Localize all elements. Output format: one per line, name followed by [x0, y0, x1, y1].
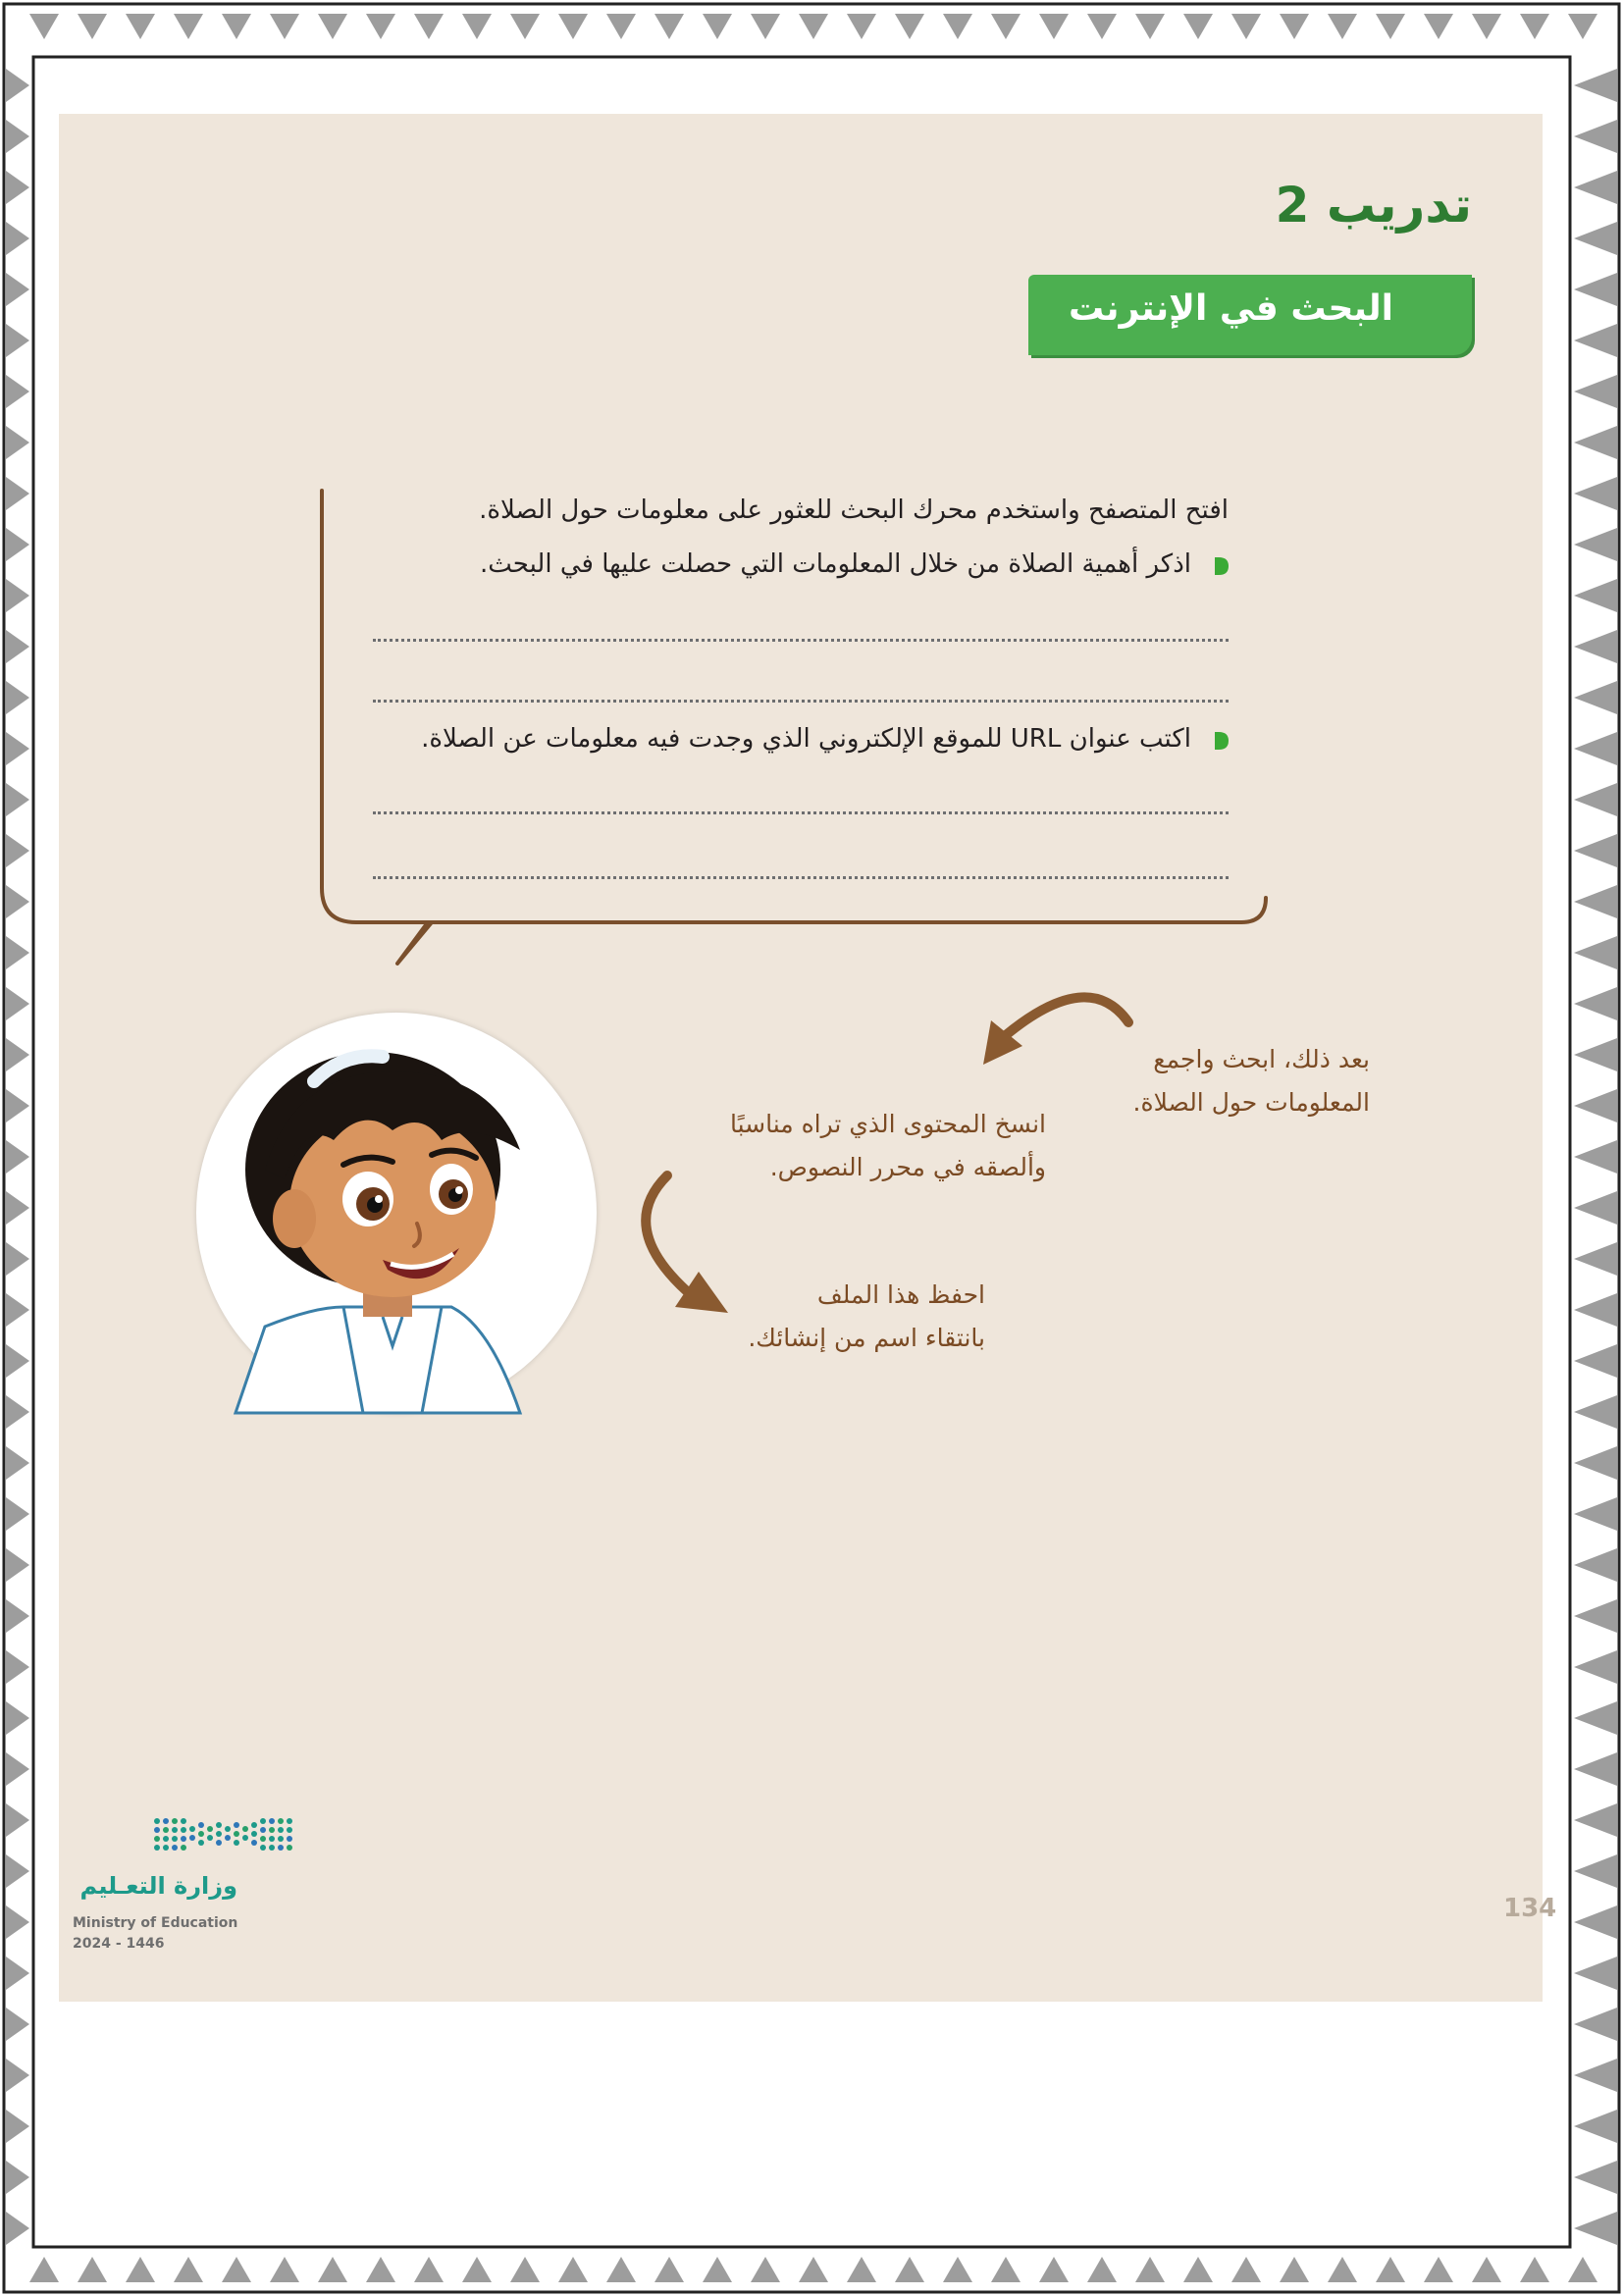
frame-triangle: [6, 1803, 29, 1837]
frame-triangle: [6, 1650, 29, 1684]
frame-triangle: [1574, 1905, 1617, 1939]
frame-triangle: [799, 2257, 828, 2282]
logo-dot: [198, 1822, 204, 1828]
frame-triangle: [1574, 1599, 1617, 1633]
note-line: المعلومات حول الصلاة.: [1132, 1088, 1370, 1117]
logo-dot: [189, 1826, 195, 1832]
frame-triangle: [1574, 1497, 1617, 1531]
frame-triangle: [1574, 1446, 1617, 1480]
frame-triangle: [1574, 1548, 1617, 1582]
note-line: وألصقه في محرر النصوص.: [769, 1153, 1046, 1181]
frame-triangle: [6, 1752, 29, 1786]
logo-dot: [181, 1818, 186, 1824]
frame-triangle: [1574, 2008, 1617, 2041]
frame-triangle: [6, 2161, 29, 2194]
frame-triangle: [6, 1497, 29, 1531]
note-line: بانتقاء اسم من إنشائك.: [748, 1324, 985, 1352]
frame-triangle: [174, 2257, 203, 2282]
logo-dot: [287, 1836, 292, 1842]
logo-dot: [207, 1826, 213, 1832]
frame-triangle: [1574, 1701, 1617, 1735]
logo-dot-pattern: [154, 1818, 292, 1851]
logo-dot: [154, 1836, 160, 1842]
frame-triangle: [895, 2257, 924, 2282]
frame-triangle: [6, 2008, 29, 2041]
logo-dot: [163, 1827, 169, 1833]
logo-dot: [242, 1826, 248, 1832]
logo-dot: [216, 1831, 222, 1837]
note-line: احفظ هذا الملف: [816, 1280, 985, 1309]
frame-triangle: [6, 1905, 29, 1939]
frame-triangle: [1280, 2257, 1309, 2282]
frame-triangle: [6, 1957, 29, 1990]
ministry-logo: [73, 1813, 259, 1960]
curved-arrow-icon: [983, 997, 1128, 1065]
note-line: انسخ المحتوى الذي تراه مناسبًا: [729, 1110, 1046, 1138]
frame-triangle: [1087, 2257, 1117, 2282]
logo-dot: [234, 1822, 239, 1828]
frame-triangle: [1231, 2257, 1261, 2282]
page-number: 134: [1503, 1894, 1557, 1923]
frame-triangle: [1135, 2257, 1165, 2282]
frame-triangle: [510, 2257, 540, 2282]
logo-dot: [225, 1835, 231, 1841]
logo-dot: [278, 1827, 284, 1833]
logo-dot: [234, 1831, 239, 1837]
girl-character-icon: [196, 1013, 597, 1413]
frame-triangle: [1574, 1854, 1617, 1888]
frame-triangle: [991, 2257, 1021, 2282]
frame-triangle: [558, 2257, 588, 2282]
frame-triangle: [222, 2257, 251, 2282]
logo-dot: [154, 1818, 160, 1824]
frame-triangle: [703, 2257, 732, 2282]
logo-dot: [251, 1831, 257, 1837]
logo-dot: [242, 1835, 248, 1841]
logo-dot: [163, 1818, 169, 1824]
frame-triangle: [462, 2257, 492, 2282]
logo-dot: [260, 1827, 266, 1833]
frame-triangle: [751, 2257, 780, 2282]
activity-title: تدريب 2: [1275, 177, 1472, 234]
frame-triangle: [366, 2257, 395, 2282]
bottom-triangle-row: [29, 2257, 1597, 2282]
frame-triangle: [1574, 2110, 1617, 2143]
bullet-text-importance: اذكر أهمية الصلاة من خلال المعلومات التي حصلت عليها في البحث.: [480, 549, 1191, 579]
logo-dot: [251, 1840, 257, 1846]
frame-triangle: [1424, 2257, 1453, 2282]
frame-triangle: [1520, 2257, 1549, 2282]
logo-dot: [269, 1818, 275, 1824]
frame-triangle: [1574, 1803, 1617, 1837]
frame-triangle: [29, 2257, 59, 2282]
logo-dot: [163, 1845, 169, 1851]
logo-dot: [198, 1840, 204, 1846]
frame-triangle: [1574, 1752, 1617, 1786]
logo-dot: [216, 1822, 222, 1828]
frame-triangle: [1574, 1650, 1617, 1684]
logo-dot: [287, 1818, 292, 1824]
frame-triangle: [1183, 2257, 1213, 2282]
curved-arrow-icon: [646, 1175, 728, 1313]
logo-dot: [198, 1831, 204, 1837]
logo-dot: [260, 1836, 266, 1842]
logo-dot: [234, 1840, 239, 1846]
frame-triangle: [6, 1599, 29, 1633]
logo-dot: [287, 1845, 292, 1851]
logo-dot: [216, 1840, 222, 1846]
logo-dot: [189, 1835, 195, 1841]
frame-triangle: [606, 2257, 636, 2282]
frame-triangle: [6, 1548, 29, 1582]
frame-triangle: [78, 2257, 107, 2282]
ministry-name-english: Ministry of Education: [73, 1915, 238, 1931]
logo-dot: [225, 1826, 231, 1832]
frame-triangle: [414, 2257, 444, 2282]
logo-dot: [181, 1836, 186, 1842]
logo-dot: [260, 1845, 266, 1851]
frame-triangle: [1568, 2257, 1597, 2282]
logo-dot: [154, 1845, 160, 1851]
logo-dot: [172, 1845, 178, 1851]
frame-triangle: [6, 2212, 29, 2245]
frame-triangle: [6, 2059, 29, 2092]
logo-dot: [207, 1835, 213, 1841]
frame-triangle: [1574, 2059, 1617, 2092]
frame-triangle: [847, 2257, 876, 2282]
logo-dot: [269, 1836, 275, 1842]
note-line: بعد ذلك، ابحث واجمع: [1153, 1045, 1370, 1073]
frame-triangle: [1328, 2257, 1357, 2282]
ministry-dots-icon: [151, 1813, 308, 1862]
banner-label: البحث في الإنترنت: [1068, 288, 1393, 329]
frame-triangle: [1574, 1957, 1617, 1990]
bullet-text-url: اكتب عنوان URL للموقع الإلكتروني الذي وجدت فيه معلومات عن الصلاة.: [421, 724, 1191, 754]
logo-dot: [181, 1827, 186, 1833]
frame-triangle: [1472, 2257, 1501, 2282]
frame-triangle: [6, 1854, 29, 1888]
frame-triangle: [270, 2257, 299, 2282]
frame-triangle: [1574, 2212, 1617, 2245]
logo-dot: [278, 1845, 284, 1851]
instruction-intro: افتح المتصفح واستخدم محرك البحث للعثور على معلومات حول الصلاة.: [479, 496, 1229, 525]
logo-dot: [269, 1845, 275, 1851]
frame-triangle: [943, 2257, 972, 2282]
frame-triangle: [1574, 2161, 1617, 2194]
logo-dot: [278, 1818, 284, 1824]
ministry-year: 2024 - 1446: [73, 1936, 165, 1952]
logo-dot: [278, 1836, 284, 1842]
logo-dot: [172, 1836, 178, 1842]
logo-dot: [154, 1827, 160, 1833]
student-avatar: [196, 1013, 597, 1413]
logo-dot: [181, 1845, 186, 1851]
logo-dot: [172, 1827, 178, 1833]
frame-triangle: [126, 2257, 155, 2282]
logo-dot: [287, 1827, 292, 1833]
frame-triangle: [6, 1701, 29, 1735]
logo-dot: [163, 1836, 169, 1842]
frame-triangle: [1376, 2257, 1405, 2282]
logo-dot: [269, 1827, 275, 1833]
ministry-name-arabic: وزارة التعـليم: [79, 1872, 237, 1900]
frame-triangle: [6, 2110, 29, 2143]
logo-dot: [260, 1818, 266, 1824]
frame-triangle: [6, 1446, 29, 1480]
frame-triangle: [1039, 2257, 1069, 2282]
frame-triangle: [654, 2257, 684, 2282]
logo-dot: [251, 1822, 257, 1828]
logo-dot: [172, 1818, 178, 1824]
frame-triangle: [318, 2257, 347, 2282]
